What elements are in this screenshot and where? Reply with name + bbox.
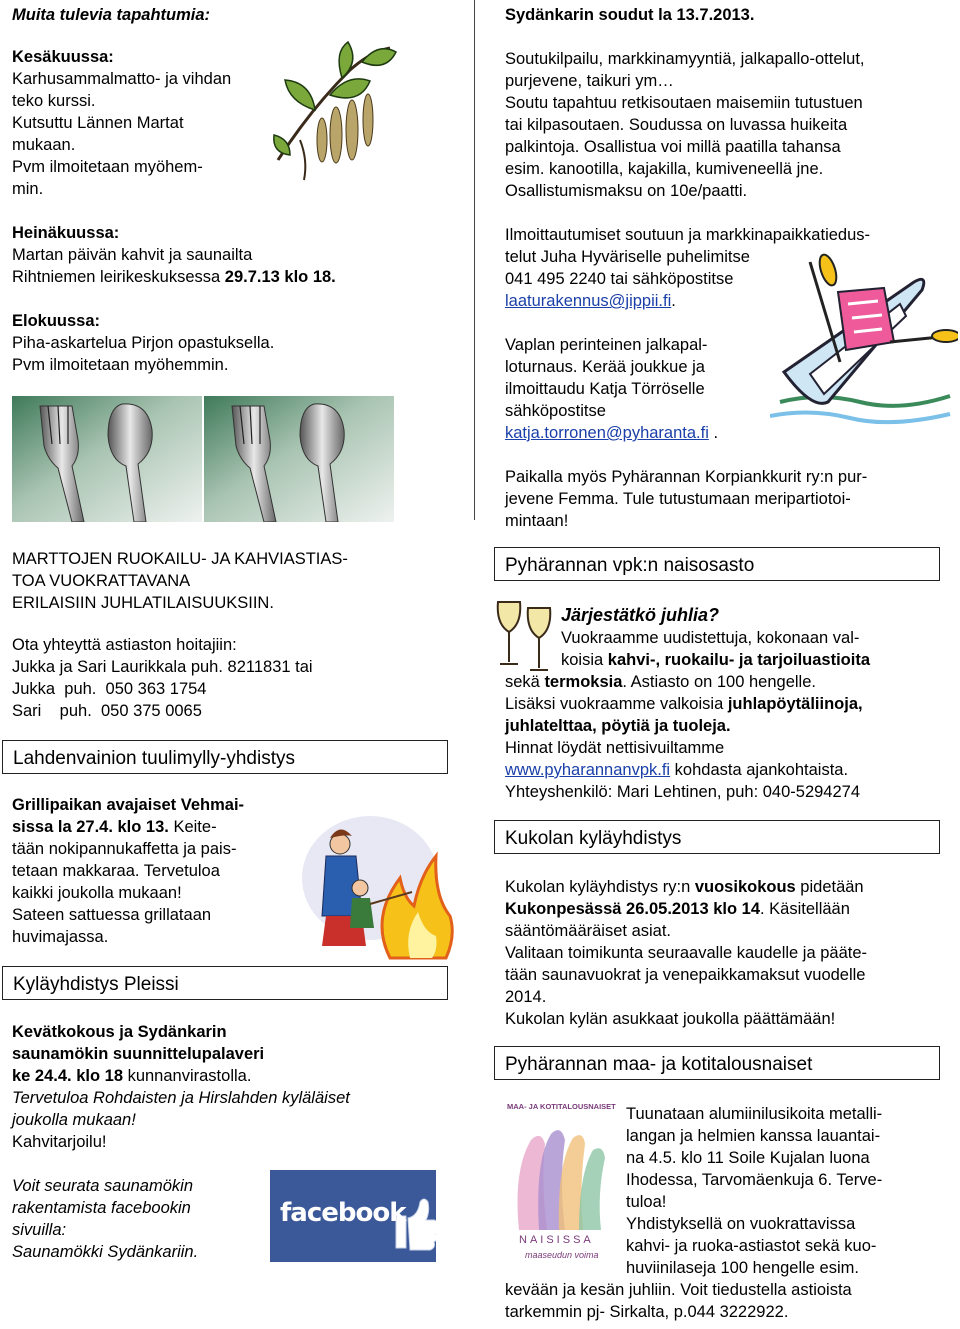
august-heading: Elokuussa: bbox=[12, 312, 101, 330]
rowing-registration-line: Ilmoittautumiset soutuun ja markkinapaikkatiedus- bbox=[505, 226, 871, 244]
football-line: Vaplan perinteinen jalkapal- bbox=[505, 336, 708, 354]
pleissi-line: saunamökin suunnittelupalaveri bbox=[12, 1045, 265, 1063]
rowing-registration-line: telut Juha Hyväriselle puhelimitse bbox=[505, 248, 750, 266]
august-line: Piha-askartelua Pirjon opastuksella. bbox=[12, 334, 275, 352]
june-line: mukaan. bbox=[12, 136, 76, 154]
june-line: Karhusammalmatto- ja vihdan bbox=[12, 70, 232, 88]
football-line: sähköpostitse bbox=[505, 402, 606, 420]
maa-line: langan ja helmien kanssa lauantai- bbox=[626, 1127, 881, 1145]
column-divider bbox=[474, 0, 475, 520]
vpk-line: Vuokraamme uudistettuja, kokonaan val- bbox=[561, 629, 860, 647]
grill-line: sissa la 27.4. klo 13. Keite- bbox=[12, 818, 217, 836]
maa-line: Ihodessa, Tarvomäenkuja 6. Terve- bbox=[626, 1171, 883, 1189]
dishes-contact-line: Jukka puh. 050 363 1754 bbox=[12, 680, 207, 698]
dishes-contact-line: Sari puh. 050 375 0065 bbox=[12, 702, 202, 720]
scout-line: jevene Femma. Tule tutustumaan meripartiotoi- bbox=[505, 490, 851, 508]
grill-line: Sateen sattuessa grillataan bbox=[12, 906, 212, 924]
pleissi-box bbox=[2, 966, 448, 1000]
scout-line: mintaan! bbox=[505, 512, 569, 530]
grill-line: tään nokipannukaffetta ja pais- bbox=[12, 840, 237, 858]
rowing-email-link[interactable]: laaturakennus@jippii.fi bbox=[505, 292, 672, 310]
june-line: teko kurssi. bbox=[12, 92, 96, 110]
vpk-line: sekä termoksia. Astiasto on 100 hengelle. bbox=[505, 673, 816, 691]
kukola-line: 2014. bbox=[505, 988, 547, 1006]
dishes-line: TOA VUOKRATTAVANA bbox=[12, 572, 191, 590]
pleissi-follow-line: Voit seurata saunamökin bbox=[12, 1177, 193, 1195]
pleissi-line: Kahvitarjoilu! bbox=[12, 1133, 107, 1151]
june-heading: Kesäkuussa: bbox=[12, 48, 114, 66]
maa-line: kevään ja kesän juhliin. Voit tiedustella astioista bbox=[505, 1281, 852, 1299]
kukola-line: Valitaan toimikunta seuraavalle kaudelle ja pääte- bbox=[505, 944, 868, 962]
football-email-line: katja.torronen@pyharanta.fi . bbox=[505, 424, 719, 442]
vpk-line: Hinnat löydät nettisivuiltamme bbox=[505, 739, 725, 757]
june-line: Pvm ilmoitetaan myöhem- bbox=[12, 158, 203, 176]
maa-line: kahvi- ja ruoka-astiastot sekä kuo- bbox=[626, 1237, 877, 1255]
football-line: ilmoittaudu Katja Törröselle bbox=[505, 380, 705, 398]
football-line: loturnaus. Kerää joukkue ja bbox=[505, 358, 705, 376]
june-line: Kutsuttu Lännen Martat bbox=[12, 114, 184, 132]
vpk-line: koisia kahvi-, ruokailu- ja tarjoiluastioita bbox=[561, 651, 871, 669]
kukola-line: Kukonpesässä 26.05.2013 klo 14. Käsitellään bbox=[505, 900, 850, 918]
grill-line: huvimajassa. bbox=[12, 928, 109, 946]
dishes-contact-line: Jukka ja Sari Laurikkala puh. 8211831 tai bbox=[12, 658, 313, 676]
women-figures-icon bbox=[505, 1114, 617, 1232]
vpk-title: Pyhärannan vpk:n naisosasto bbox=[505, 555, 755, 576]
events-heading: Muita tulevia tapahtumia: bbox=[12, 6, 211, 24]
maa-box bbox=[494, 1046, 940, 1080]
vpk-line: Lisäksi vuokraamme valkoisia juhlapöytäliinoja, bbox=[505, 695, 863, 713]
maa-line: na 4.5. klo 11 Soile Kujalan luona bbox=[626, 1149, 870, 1167]
pleissi-title: Kyläyhdistys Pleissi bbox=[13, 974, 179, 995]
grill-line: kaikki joukolla mukaan! bbox=[12, 884, 182, 902]
rowing-line: esim. kanootilla, kajakilla, kumiveneellä jne. bbox=[505, 160, 824, 178]
vpk-contact-line: Yhteyshenkilö: Mari Lehtinen, puh: 040-5294274 bbox=[505, 783, 860, 801]
football-email-link[interactable]: katja.torronen@pyharanta.fi bbox=[505, 424, 709, 442]
maa-logo: MAA- JA KOTITALOUSNAISET NAISISSA maaseudun voima bbox=[507, 1102, 616, 1260]
june-line: min. bbox=[12, 180, 44, 198]
kukola-line: sääntömääräiset asiat. bbox=[505, 922, 672, 940]
july-line: Martan päivän kahvit ja saunailta bbox=[12, 246, 253, 264]
grill-line: tetaan makkaraa. Tervetuloa bbox=[12, 862, 220, 880]
rowing-email-line: laaturakennus@jippii.fi. bbox=[505, 292, 676, 310]
sailboat-illustration bbox=[770, 252, 958, 428]
maa-line: huviinilaseja 100 hengelle esim. bbox=[626, 1259, 859, 1277]
vpk-website-link[interactable]: www.pyharannanvpk.fi bbox=[505, 761, 671, 779]
scout-line: Paikalla myös Pyhärannan Korpiankkurit ry:n pur- bbox=[505, 468, 868, 486]
kukola-line: Kukolan kylän asukkaat joukolla päättämään! bbox=[505, 1010, 836, 1028]
birch-branch-illustration bbox=[270, 40, 400, 190]
rowing-heading: Sydänkarin soudut la 13.7.2013. bbox=[505, 6, 755, 24]
vpk-link-line: www.pyharannanvpk.fi kohdasta ajankohtaista. bbox=[505, 761, 849, 779]
rowing-line: Soutukilpailu, markkinamyyntiä, jalkapallo-ottelut, bbox=[505, 50, 865, 68]
vpk-heading: Järjestätkö juhlia? bbox=[561, 605, 720, 625]
pleissi-line: ke 24.4. klo 18 kunnanvirastolla. bbox=[12, 1067, 252, 1085]
rowing-line: tai kilpasoutaen. Soudussa on luvassa huikeita bbox=[505, 116, 848, 134]
maa-title: Pyhärannan maa- ja kotitalousnaiset bbox=[505, 1054, 813, 1075]
kukola-box bbox=[494, 820, 940, 854]
pleissi-line: Kevätkokous ja Sydänkarin bbox=[12, 1023, 227, 1041]
rowing-line: Soutu tapahtuu retkisoutaen maisemiin tutustuen bbox=[505, 94, 863, 112]
rowing-line: palkintoja. Osallistua voi millä paatilla tahansa bbox=[505, 138, 841, 156]
maa-line: tuloa! bbox=[626, 1193, 667, 1211]
rowing-line: Osallistumismaksu on 10e/paatti. bbox=[505, 182, 748, 200]
maa-line: Tuunataan alumiinilusikoita metalli- bbox=[626, 1105, 883, 1123]
july-line: Rihtniemen leirikeskuksessa 29.7.13 klo 18. bbox=[12, 268, 336, 286]
cutlery-photo bbox=[12, 396, 394, 522]
maa-line: tarkemmin pj- Sirkalta, p.044 3222922. bbox=[505, 1303, 789, 1321]
july-heading: Heinäkuussa: bbox=[12, 224, 120, 242]
vpk-box bbox=[494, 547, 940, 581]
pleissi-line: Tervetuloa Rohdaisten ja Hirslahden kyläläiset bbox=[12, 1089, 350, 1107]
august-line: Pvm ilmoitetaan myöhemmin. bbox=[12, 356, 229, 374]
facebook-wordmark: facebook bbox=[280, 1198, 406, 1228]
dishes-contact-line: Ota yhteyttä astiaston hoitajiin: bbox=[12, 636, 237, 654]
dishes-line: ERILAISIIN JUHLATILAISUUKSIIN. bbox=[12, 594, 274, 612]
dishes-line: MARTTOJEN RUOKAILU- JA KAHVIASTIAS- bbox=[12, 550, 348, 568]
kukola-line: Kukolan kyläyhdistys ry:n vuosikokous pidetään bbox=[505, 878, 864, 896]
wind-association-box bbox=[2, 740, 448, 774]
grill-line: Grillipaikan avajaiset Vehmai- bbox=[12, 796, 245, 814]
pleissi-follow-line: rakentamista facebookin bbox=[12, 1199, 191, 1217]
rowing-line: purjevene, taikuri ym… bbox=[505, 72, 674, 90]
rowing-registration-line: 041 495 2240 tai sähköpostitse bbox=[505, 270, 734, 288]
facebook-logo bbox=[270, 1170, 436, 1262]
pleissi-follow-line: Saunamökki Sydänkariin. bbox=[12, 1243, 199, 1261]
champagne-glasses-icon bbox=[492, 598, 558, 680]
kukola-line: tään saunavuokrat ja venepaikkamaksut vuodelle bbox=[505, 966, 866, 984]
vpk-line: juhlatelttaa, pöytiä ja tuoleja. bbox=[505, 717, 731, 735]
pleissi-line: joukolla mukaan! bbox=[12, 1111, 136, 1129]
wind-association-title: Lahdenvainion tuulimylly-yhdistys bbox=[13, 748, 295, 769]
campfire-illustration bbox=[300, 808, 460, 964]
kukola-title: Kukolan kyläyhdistys bbox=[505, 828, 682, 849]
maa-line: Yhdistyksellä on vuokrattavissa bbox=[626, 1215, 856, 1233]
pleissi-follow-line: sivuilla: bbox=[12, 1221, 67, 1239]
